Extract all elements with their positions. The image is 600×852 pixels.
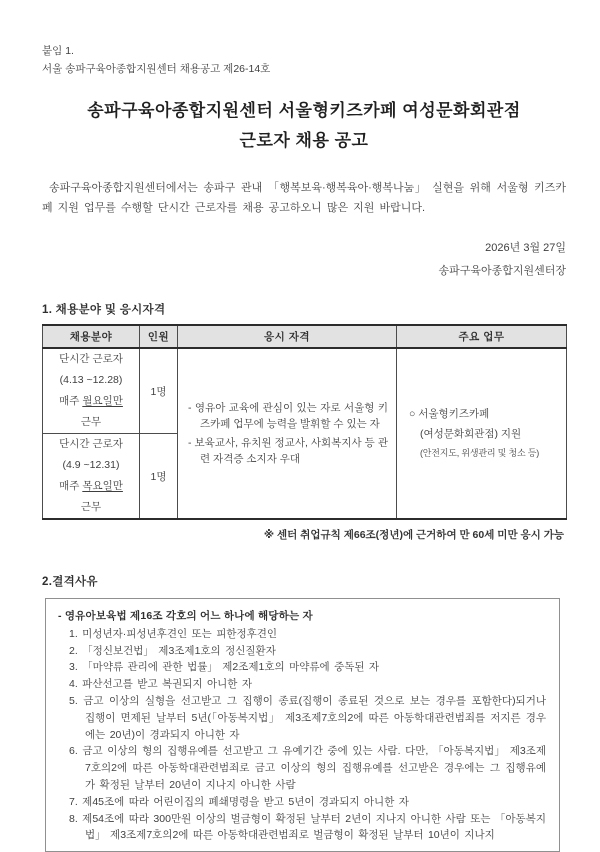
- attachment-label: 붙임 1.: [42, 45, 74, 57]
- disqualification-box: [45, 598, 560, 852]
- table-header-row: [43, 325, 567, 348]
- disqualification-box-title: - 영유아보육법 제16조 각호의 어느 하나에 해당하는 자: [58, 610, 313, 623]
- count-cell-row1: 1명: [140, 348, 178, 434]
- qualification-cell: [178, 348, 397, 519]
- list-item: 2. 「정신보건법」 제3조제1호의 정신질환자: [69, 644, 276, 657]
- disqualification-list: [58, 626, 546, 844]
- duty-line3: (안전지도, 위생관리 및 청소 등): [420, 447, 540, 458]
- field-line: 매주 월요일만: [59, 395, 123, 408]
- duty-line1: ○ 서울형키즈카페: [409, 408, 490, 421]
- field-line: 근무: [80, 501, 102, 514]
- field-line: 매주 목요일만: [59, 480, 123, 493]
- page-title-line1: 송파구육아종합지원센터 서울형키즈카페 여성문화회관점: [87, 101, 521, 121]
- page-title-line2: 근로자 채용 공고: [239, 131, 369, 151]
- qualification-item: - 보육교사, 유치원 정교사, 사회복지사 등 관련 자격증 소지자 우대: [188, 437, 388, 466]
- field-line: (4.13 ~12.28): [59, 374, 123, 387]
- header-duty: 주요 업무: [397, 325, 567, 348]
- field-line: 단시간 근로자: [59, 353, 123, 366]
- header-count: 인원: [140, 325, 178, 348]
- list-item: 3. 「마약류 관리에 관한 법률」 제2조제1호의 마약류에 중독된 자: [69, 661, 380, 674]
- list-item: 4. 파산선고를 받고 복권되지 아니한 자: [69, 678, 252, 691]
- header-qualification: 응시 자격: [178, 325, 397, 348]
- signer: 송파구육아종합지원센터장: [438, 265, 566, 278]
- page-title: [42, 96, 566, 156]
- field-cell-row2: [43, 434, 140, 520]
- list-item: 8. 제54조에 따라 300만원 이상의 벌금형이 확정된 날부터 2년이 지나지 아니한 사람 또는 「아동복지법」 제3조제7호의2에 따른 아동학대관련범죄로 벌금형이 확정된 날부터 10년이 지나지: [69, 812, 546, 842]
- recruit-table: [42, 324, 567, 520]
- underlined-weekday: 월요일만: [82, 395, 123, 408]
- notice-number: 서울 송파구육아종합지원센터 채용공고 제26-14호: [42, 63, 271, 76]
- table-row: [43, 348, 567, 434]
- field-line: 근무: [80, 416, 102, 429]
- count-cell-row2: 1명: [140, 434, 178, 520]
- announcement-date: 2026년 3월 27일: [485, 242, 566, 255]
- list-item: 6. 금고 이상의 형의 집행유예를 선고받고 그 유예기간 중에 있는 사람. 다만, 「아동복지법」 제3조제7호의2에 따른 아동학대관련범죄로 금고 이상의 형의 집행유예를 선고받은 경우에는 그 집행유예가 확정된 날부터 20년이 지나지 아니한 사람: [69, 745, 546, 792]
- section1-heading: 1. 채용분야 및 응시자격: [42, 304, 166, 317]
- field-cell-row1: [43, 348, 140, 434]
- duty-cell: [397, 348, 567, 519]
- qualification-item: - 영유아 교육에 관심이 있는 자로 서울형 키즈카페 업무에 능력을 발휘할 수 있는 자: [188, 401, 388, 430]
- header-field: 채용분야: [43, 325, 140, 348]
- list-item: 5. 금고 이상의 실형을 선고받고 그 집행이 종료(집행이 종료된 것으로 보는 경우를 포함한다)되거나 집행이 면제된 날부터 5년(「아동복지법」 제3조제7호의2에 따른 아동학대관련범죄를 저지른 경우에는 20년)이 경과되지 아니한 자: [69, 695, 546, 741]
- list-item: 1. 미성년자·피성년후견인 또는 피한정후견인: [69, 627, 278, 640]
- table-note: ※ 센터 취업규칙 제66조(정년)에 근거하여 만 60세 미만 응시 가능: [263, 529, 564, 542]
- duty-line2: (여성문화회관점) 지원: [420, 428, 522, 441]
- field-line: (4.9 ~12.31): [62, 459, 120, 472]
- underlined-weekday: 목요일만: [82, 480, 123, 493]
- list-item: 7. 제45조에 따라 어린이집의 폐쇄명령을 받고 5년이 경과되지 아니한 자: [69, 795, 409, 808]
- section2-heading: 2.결격사유: [42, 576, 98, 589]
- intro-paragraph: 송파구육아종합지원센터에서는 송파구 관내 「행복보육·행복육아·행복나눔」 실현을 위해 서울형 키즈카페 지원 업무를 수행할 단시간 근로자를 채용 공고하오니 많은 지원 바랍니다.: [42, 181, 566, 214]
- field-line: 단시간 근로자: [59, 438, 123, 451]
